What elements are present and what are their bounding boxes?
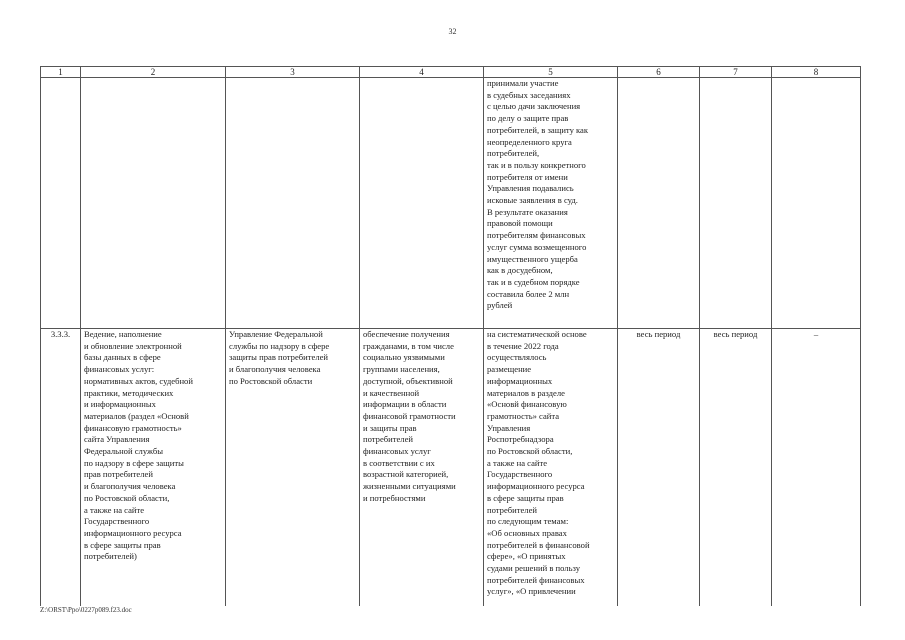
table-row [41, 78, 861, 329]
actual-period-cell: весь период [700, 329, 772, 607]
column-number: 3 [226, 67, 360, 78]
implementation-info-cell: принимали участие в судебных заседаниях с целью дачи заключения по делу о защите прав потребителей, в защиту как неопределенного круга потребителей, так и в пользу конкретного потребителя от имени Управления подавались исковые заявления в суд. В результате оказания правовой помощи потребителям финансовых услуг сумма возмещенного имущественного ущерба как в досудебном, так и в судебном порядке составила более 2 млн рублей [484, 78, 618, 329]
column-number: 8 [772, 67, 861, 78]
column-number: 4 [360, 67, 484, 78]
column-number-row [41, 67, 861, 78]
column-number: 7 [700, 67, 772, 78]
expected-result-cell: обеспечение получения гражданами, в том числе социально уязвимыми группами населения, доступной, объективной и качественной информации в области финансовой грамотности и защиты прав потребителей финансовых услуг в соответствии с их возрастной категорией, жизненными ситуациями и потребностями [360, 329, 484, 607]
activity-cell: Ведение, наполнение и обновление электронной базы данных в сфере финансовых услуг: нормативных актов, судебной практики, методических и информационных материалов (раздел «Основй финансовую грамотность» сайта Управления Федеральной службы по надзору в сфере защиты прав потребителей и благополучия человека по Ростовской области, а также на сайте Государственного информационного ресурса в сфере защиты прав потребителей) [81, 329, 226, 607]
executor-cell [226, 78, 360, 329]
column-number: 1 [41, 67, 81, 78]
expected-result-cell [360, 78, 484, 329]
file-path-footer: Z:\ORST\Ppo\0227p089.f23.doc [40, 606, 132, 614]
activity-cell [81, 78, 226, 329]
table-row [41, 329, 861, 607]
executor-cell: Управление Федеральной службы по надзору в сфере защиты прав потребителей и благополучия человека по Ростовской области [226, 329, 360, 607]
notes-cell [772, 78, 861, 329]
plan-table [40, 66, 861, 606]
implementation-info-cell: на систематической основе в течение 2022 года осуществлялось размещение информационных материалов в разделе «Основй финансовую грамотность» сайта Управления Роспотребнадзора по Ростовской области, а также на сайте Государственного информационного ресурса в сфере защиты прав потребителей по следующим темам: «Об основных правах потребителей в финансовой сфере», «О принятых судами решений в пользу потребителей финансовых услуг», «О привлечении [484, 329, 618, 607]
column-number: 2 [81, 67, 226, 78]
planned-period-cell: весь период [618, 329, 700, 607]
page-number: 32 [448, 27, 457, 36]
planned-period-cell [618, 78, 700, 329]
item-number-cell: 3.3.3. [41, 329, 81, 607]
notes-cell: – [772, 329, 861, 607]
item-number-cell [41, 78, 81, 329]
column-number: 6 [618, 67, 700, 78]
column-number: 5 [484, 67, 618, 78]
actual-period-cell [700, 78, 772, 329]
